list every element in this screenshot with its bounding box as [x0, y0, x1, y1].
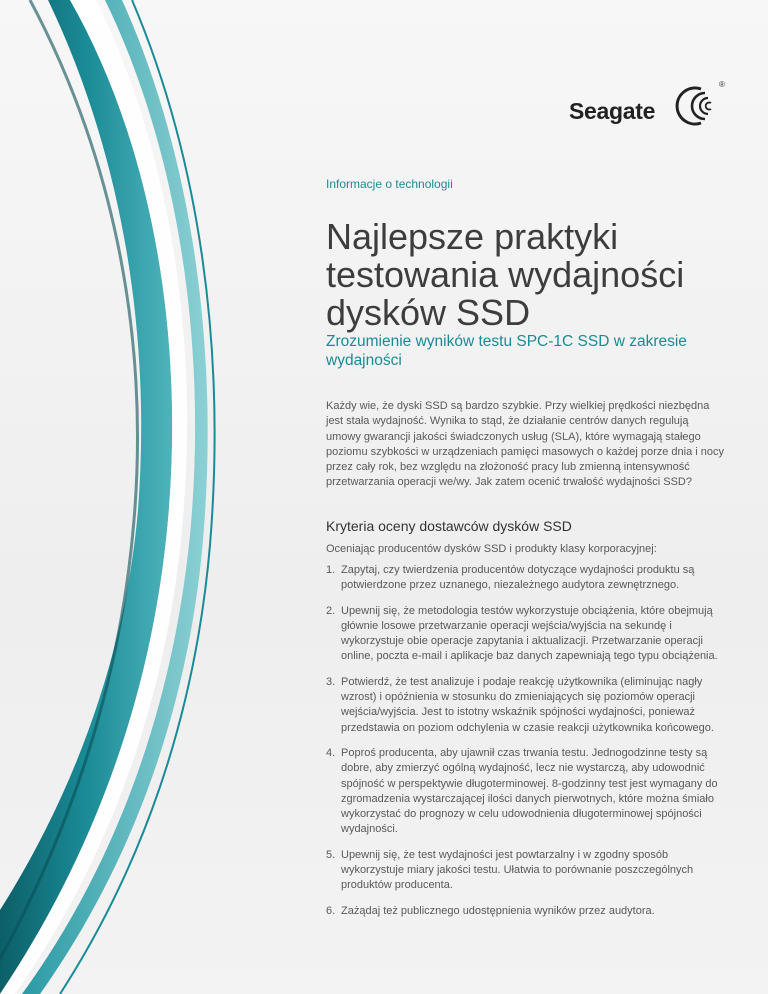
item-number: 1.	[326, 564, 336, 576]
list-item	[326, 563, 726, 594]
item-number: 5.	[326, 848, 336, 861]
brand-name: Seagate	[569, 98, 656, 124]
item-number: 2.	[326, 604, 336, 617]
seagate-spiral-logo-icon	[671, 84, 719, 128]
list-item	[326, 746, 726, 838]
item-text: Potwierdź, że test analizuje i podaje reakcję użytkownika (eliminując nagły wzrost) i opóźnienia w stosunku do zmieniających się poziomów operacji wejścia/wyjścia. Jest to istotny wskaźnik spójności wydajności, ponieważ przedstawia on poziom odchylenia w czasie reakcji użytkownika końcowego.	[341, 675, 714, 734]
criteria-list	[326, 563, 726, 929]
item-text: Upewnij się, że metodologia testów wykorzystuje obciążenia, które obejmują głównie losowe przetwarzanie operacji wejścia/wyjścia na sekundę i wykorzystuje obie operacje zapytania i aktualizacji. Przetwarzanie operacji online, poczta e-mail i aplikacje baz danych zapewniają tego typu obciążenia.	[341, 604, 718, 663]
item-text: Upewnij się, że test wydajności jest powtarzalny i w zgodny sposób wykorzystuje miary jakości testu. Ułatwia to porównanie poszczególnych produktów producenta.	[341, 848, 694, 892]
document-category: Informacje o technologii	[326, 177, 453, 191]
item-number: 4.	[326, 746, 336, 759]
decorative-swoosh	[0, 0, 300, 994]
seagate-logo	[569, 80, 729, 130]
item-text: Poproś producenta, aby ujawnił czas trwania testu. Jednogodzinne testy są dobre, aby zmierzyć ogólną wydajność, lecz nie wystarczą, aby udowodnić spójność w perspektywie długoterminowej. 8-godzinny test jest wymagany do zgromadzenia wystarczającej ilości danych pierwotnych, które można śmiało wykorzystać do prognozy w celu udowodnienia długoterminowej spójności wydajności.	[341, 746, 718, 836]
document-title: Najlepsze praktyki testowania wydajności dysków SSD	[326, 216, 685, 333]
list-item	[326, 604, 726, 665]
item-text: Zapytaj, czy twierdzenia producentów dotyczące wydajności produktu są potwierdzone przez uznanego, niezależnego audytora zewnętrznego.	[341, 564, 695, 592]
list-item	[326, 904, 726, 919]
section-heading: Kryteria oceny dostawców dysków SSD	[326, 518, 572, 534]
list-item	[326, 675, 726, 736]
item-number: 6.	[326, 904, 336, 917]
item-number: 3.	[326, 675, 336, 688]
registered-mark: ®	[719, 80, 725, 89]
list-item	[326, 848, 726, 894]
intro-paragraph: Każdy wie, że dyski SSD są bardzo szybkie. Przy wielkiej prędkości niezbędna jest stała wydajność. Wynika to stąd, że działanie centrów danych regulują umowy gwarancji jakości świadczonych usług (SLA), które wymagają stałego poziomu szybkości w urządzeniach pamięci masowych o każdej porze dnia i nocy przez cały rok, bez względu na złożoność pracy lub zmienną intensywność przetwarzania operacji we/wy. Jak zatem ocenić trwałość wydajności SSD?	[326, 400, 725, 489]
item-text: Zażądaj też publicznego udostępnienia wyników przez audytora.	[341, 904, 655, 917]
section-lead: Oceniając producentów dysków SSD i produkty klasy korporacyjnej:	[326, 543, 657, 555]
document-subtitle: Zrozumienie wyników testu SPC-1C SSD w zakresie wydajności	[326, 333, 687, 369]
